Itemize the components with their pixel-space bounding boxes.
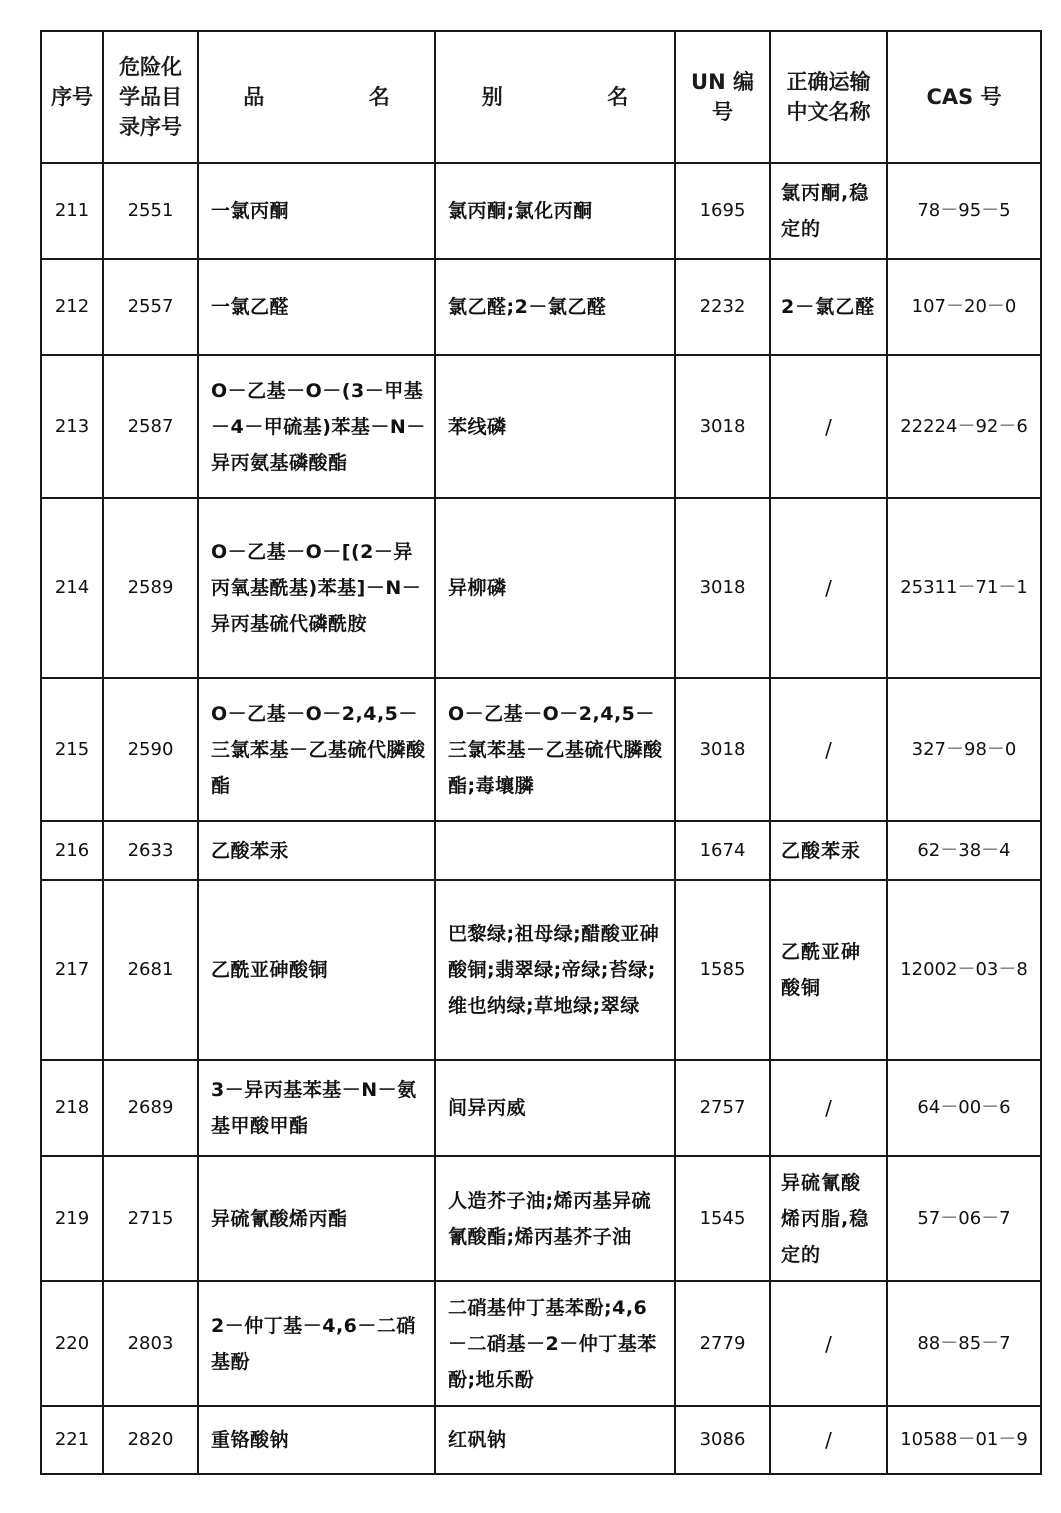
cell-name: O－乙基－O－(3－甲基－4－甲硫基)苯基－N－异丙氨基磷酸酯	[198, 355, 435, 498]
cell-un: 1695	[675, 163, 770, 259]
cell-proper-name: /	[770, 1406, 887, 1474]
cell-seq: 213	[41, 355, 103, 498]
cell-cas: 25311－71－1	[887, 498, 1041, 678]
cell-cas: 78－95－5	[887, 163, 1041, 259]
cell-cas: 327－98－0	[887, 678, 1041, 821]
cell-proper-name: /	[770, 1281, 887, 1406]
cell-catalog: 2803	[103, 1281, 198, 1406]
cell-cas: 107－20－0	[887, 259, 1041, 355]
cell-catalog: 2715	[103, 1156, 198, 1281]
header-row	[41, 31, 1041, 163]
cell-un: 3018	[675, 498, 770, 678]
table-row	[41, 678, 1041, 821]
header-proper-shipping-name: 正确运输 中文名称	[770, 31, 887, 163]
cell-cas: 64－00－6	[887, 1060, 1041, 1156]
table-body	[41, 163, 1041, 1474]
cell-cas: 10588－01－9	[887, 1406, 1041, 1474]
table-row	[41, 821, 1041, 880]
cell-catalog: 2590	[103, 678, 198, 821]
cell-name: 乙酸苯汞	[198, 821, 435, 880]
cell-un: 2757	[675, 1060, 770, 1156]
cell-alias: 间异丙威	[435, 1060, 675, 1156]
cell-alias: 红矾钠	[435, 1406, 675, 1474]
table-row	[41, 355, 1041, 498]
cell-alias: 苯线磷	[435, 355, 675, 498]
cell-cas: 22224－92－6	[887, 355, 1041, 498]
cell-un: 2779	[675, 1281, 770, 1406]
cell-name: 异硫氰酸烯丙酯	[198, 1156, 435, 1281]
header-seq: 序号	[41, 31, 103, 163]
cell-seq: 221	[41, 1406, 103, 1474]
header-cas-number: CAS 号	[887, 31, 1041, 163]
cell-catalog: 2689	[103, 1060, 198, 1156]
chemical-table-sheet	[40, 30, 1040, 1475]
cell-alias: O－乙基－O－2,4,5－三氯苯基－乙基硫代膦酸酯;毒壤膦	[435, 678, 675, 821]
cell-un: 3086	[675, 1406, 770, 1474]
cell-alias: 巴黎绿;祖母绿;醋酸亚砷酸铜;翡翠绿;帝绿;苔绿;维也纳绿;草地绿;翠绿	[435, 880, 675, 1060]
cell-name: 2－仲丁基－4,6－二硝基酚	[198, 1281, 435, 1406]
table-row	[41, 1156, 1041, 1281]
cell-seq: 216	[41, 821, 103, 880]
cell-proper-name: /	[770, 1060, 887, 1156]
cell-alias: 氯乙醛;2－氯乙醛	[435, 259, 675, 355]
cell-proper-name: 异硫氰酸烯丙脂,稳定的	[770, 1156, 887, 1281]
cell-alias: 二硝基仲丁基苯酚;4,6－二硝基－2－仲丁基苯酚;地乐酚	[435, 1281, 675, 1406]
cell-name: O－乙基－O－[(2－异丙氧基酰基)苯基]－N－异丙基硫代磷酰胺	[198, 498, 435, 678]
cell-un: 2232	[675, 259, 770, 355]
cell-name: 3－异丙基苯基－N－氨基甲酸甲酯	[198, 1060, 435, 1156]
cell-catalog: 2551	[103, 163, 198, 259]
cell-un: 1585	[675, 880, 770, 1060]
cell-proper-name: /	[770, 355, 887, 498]
cell-name: 乙酰亚砷酸铜	[198, 880, 435, 1060]
cell-proper-name: 氯丙酮,稳定的	[770, 163, 887, 259]
hazardous-chemicals-table	[40, 30, 1042, 1475]
cell-un: 3018	[675, 355, 770, 498]
cell-seq: 220	[41, 1281, 103, 1406]
cell-proper-name: 2－氯乙醛	[770, 259, 887, 355]
table-row	[41, 1406, 1041, 1474]
cell-un: 1674	[675, 821, 770, 880]
cell-seq: 214	[41, 498, 103, 678]
cell-catalog: 2681	[103, 880, 198, 1060]
cell-seq: 211	[41, 163, 103, 259]
table-row	[41, 880, 1041, 1060]
cell-cas: 57－06－7	[887, 1156, 1041, 1281]
table-row	[41, 163, 1041, 259]
cell-alias: 氯丙酮;氯化丙酮	[435, 163, 675, 259]
cell-name: 一氯乙醛	[198, 259, 435, 355]
cell-catalog: 2633	[103, 821, 198, 880]
cell-proper-name: /	[770, 678, 887, 821]
cell-alias: 人造芥子油;烯丙基异硫氰酸酯;烯丙基芥子油	[435, 1156, 675, 1281]
table-row	[41, 1281, 1041, 1406]
header-catalog-seq: 危险化 学品目 录序号	[103, 31, 198, 163]
header-alias: 别 名	[435, 31, 675, 163]
cell-name: 一氯丙酮	[198, 163, 435, 259]
cell-catalog: 2587	[103, 355, 198, 498]
cell-proper-name: 乙酰亚砷酸铜	[770, 880, 887, 1060]
table-header	[41, 31, 1041, 163]
header-un-number: UN 编号	[675, 31, 770, 163]
cell-proper-name: /	[770, 498, 887, 678]
cell-catalog: 2557	[103, 259, 198, 355]
cell-catalog: 2589	[103, 498, 198, 678]
cell-catalog: 2820	[103, 1406, 198, 1474]
table-row	[41, 498, 1041, 678]
cell-alias: 异柳磷	[435, 498, 675, 678]
cell-cas: 12002－03－8	[887, 880, 1041, 1060]
cell-seq: 212	[41, 259, 103, 355]
cell-seq: 219	[41, 1156, 103, 1281]
cell-un: 3018	[675, 678, 770, 821]
cell-seq: 218	[41, 1060, 103, 1156]
cell-cas: 62－38－4	[887, 821, 1041, 880]
cell-alias	[435, 821, 675, 880]
cell-un: 1545	[675, 1156, 770, 1281]
cell-name: O－乙基－O－2,4,5－三氯苯基－乙基硫代膦酸酯	[198, 678, 435, 821]
cell-proper-name: 乙酸苯汞	[770, 821, 887, 880]
cell-seq: 215	[41, 678, 103, 821]
header-product-name: 品 名	[198, 31, 435, 163]
table-row	[41, 259, 1041, 355]
cell-cas: 88－85－7	[887, 1281, 1041, 1406]
cell-name: 重铬酸钠	[198, 1406, 435, 1474]
table-row	[41, 1060, 1041, 1156]
cell-seq: 217	[41, 880, 103, 1060]
